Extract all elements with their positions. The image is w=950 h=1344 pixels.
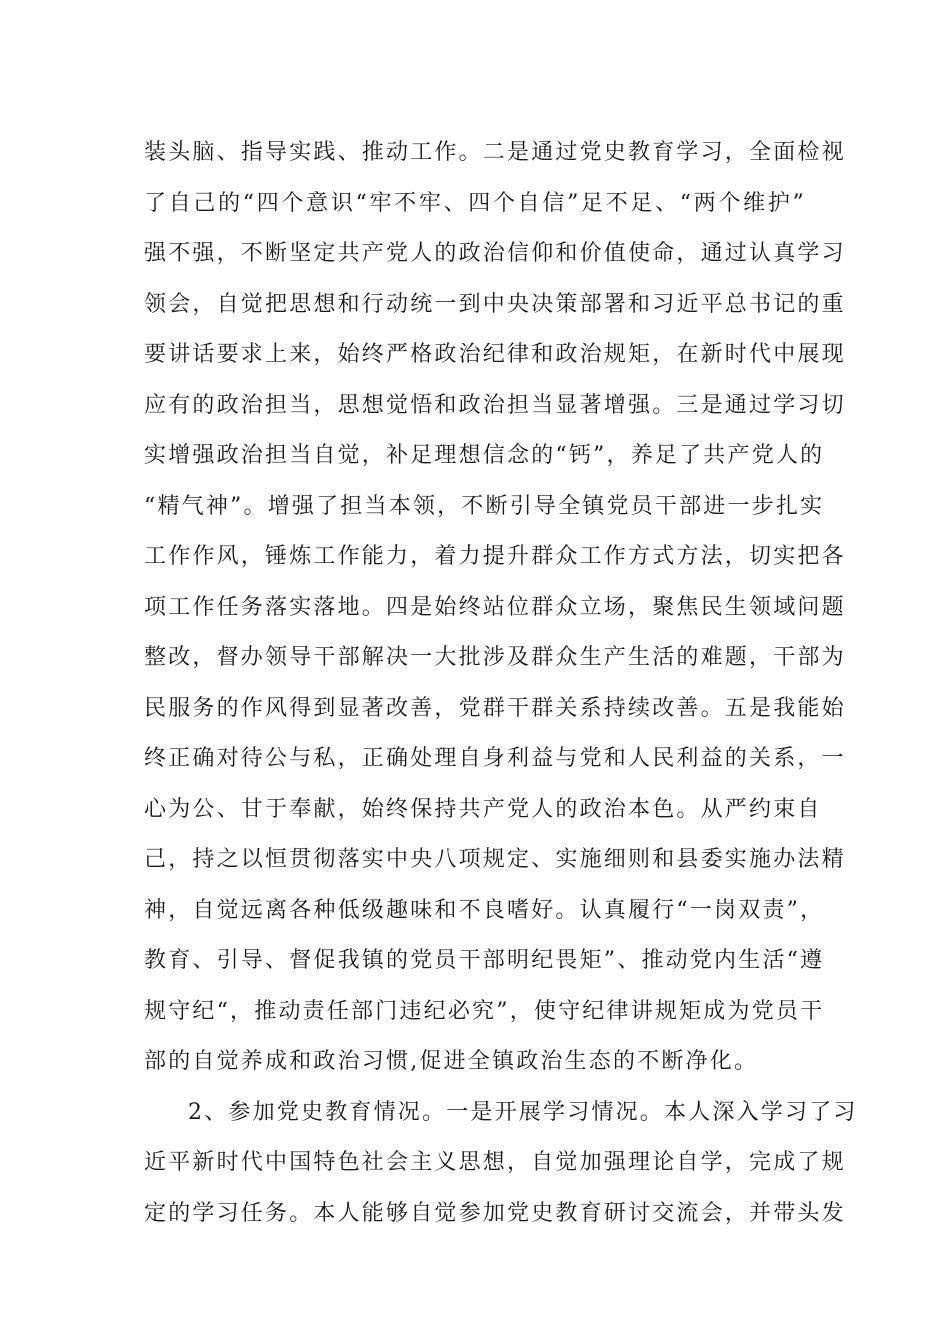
text-line: 神，自觉远离各种低级趣味和不良嗜好。认真履行“一岗双责”， [144,897,825,923]
text-line: 了自己的“四个意识“牢不牢、四个自信”足不足、“两个维护” [144,190,806,216]
text-line: 整改，督办领导干部解决一大批涉及群众生产生活的难题，干部为 [144,645,846,670]
text-line: 工作作风，锤炼工作能力，着力提升群众工作方式方法，切实把各 [144,544,846,569]
text-line: 部的自觉养成和政治习惯,促进全镇政治生态的不断净化。 [144,1049,759,1074]
text-line: 定的学习任务。本人能够自觉参加党史教育研讨交流会，并带头发 [144,1200,846,1226]
text-line: 教育、引导、督促我镇的党员干部明纪畏矩”、推动党内生活“遵 [144,948,825,973]
text-line: 实增强政治担当自觉，补足理想信念的“钙”，养足了共产党人的 [144,443,825,468]
text-line: 领会，自觉把思想和行动统一到中央决策部署和习近平总书记的重 [144,291,846,317]
text-line: 心为公、甘于奉献，始终保持共产党人的政治本色。从严约束自 [144,796,822,822]
text-line: 己，持之以恒贯彻落实中央八项规定、实施细则和县委实施办法精 [144,847,846,872]
document-body [144,128,858,1239]
text-line: 装头脑、指导实践、推动工作。二是通过党史教育学习，全面检视 [144,140,846,165]
text-line: 要讲话要求上来，始终严格政治纪律和政治规矩，在新时代中展现 [144,342,846,367]
text-line: 民服务的作风得到显著改善，党群干群关系持续改善。五是我能始 [144,695,846,721]
text-line: 项工作任务落实落地。四是始终站位群众立场，聚焦民生领域问题 [144,594,846,620]
text-line: 2、参加党史教育情况。一是开展学习情况。本人深入学习了习 [188,1099,858,1125]
text-line: 近平新时代中国特色社会主义思想，自觉加强理论自学，完成了规 [144,1150,846,1175]
text-line: 应有的政治担当，思想觉悟和政治担当显著增强。三是通过学习切 [144,392,846,418]
text-line: 规守纪“，推动责任部门违纪必究”，使守纪律讲规矩成为党员干 [144,998,825,1024]
text-line: “精气神”。增强了担当本领，不断引导全镇党员干部进一步扎实 [144,493,825,519]
text-line: 终正确对待公与私，正确处理自身利益与党和人民利益的关系，一 [144,746,846,771]
text-line: 强不强，不断坚定共产党人的政治信仰和价值使命，通过认真学习 [144,241,846,266]
